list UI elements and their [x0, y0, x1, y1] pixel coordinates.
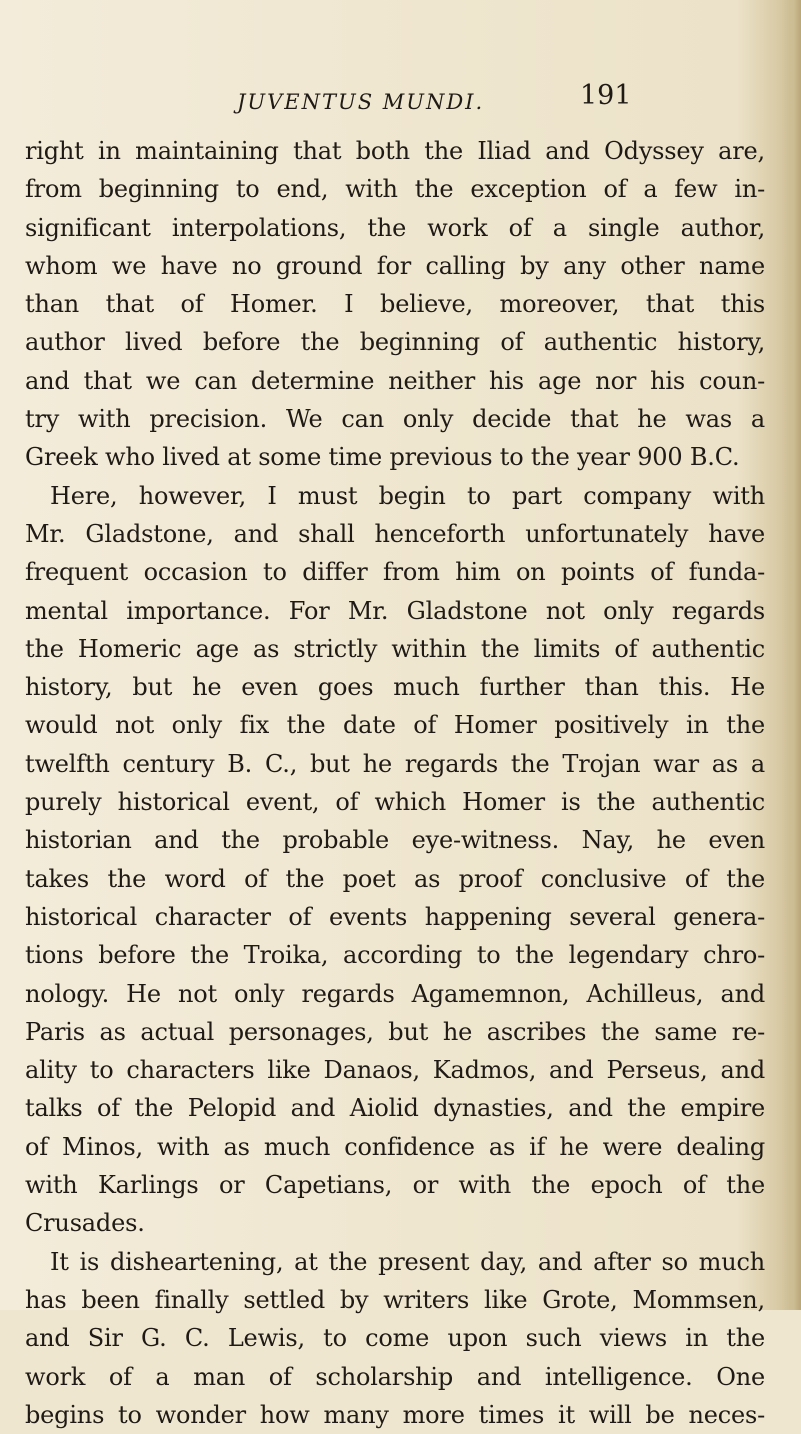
text-line: Here, however, I must begin to part company with: [50, 481, 765, 510]
text-line: significant interpolations, the work of a single author,: [25, 213, 765, 242]
text-line: try with precision. We can only decide that he was a: [25, 405, 765, 434]
text-line: ality to characters like Danaos, Kadmos, and Perseus, and: [25, 1056, 765, 1085]
text-line: talks of the Pelopid and Aiolid dynasties, and the empire: [25, 1094, 765, 1123]
text-line: work of a man of scholarship and intelligence. One: [25, 1362, 765, 1391]
text-line: right in maintaining that both the Iliad and Odyssey are,: [25, 137, 765, 165]
text-line: It is disheartening, at the present day, and after so much: [50, 1247, 765, 1276]
text-line: has been finally settled by writers like Grote, Mommsen,: [25, 1285, 765, 1314]
text-line: purely historical event, of which Homer is the authentic: [25, 788, 765, 817]
text-line: begins to wonder how many more times it will be neces-: [25, 1400, 765, 1429]
text-line: Crusades.: [25, 1209, 145, 1238]
text-line: from beginning to end, with the exception of a few in-: [25, 175, 765, 204]
text-line: mental importance. For Mr. Gladstone not only regards: [25, 596, 765, 625]
text-line: of Minos, with as much confidence as if he were dealing: [25, 1132, 765, 1161]
text-line: than that of Homer. I believe, moreover, that this: [25, 290, 765, 319]
text-line: tions before the Troika, according to the legendary chro-: [25, 941, 765, 970]
text-line: whom we have no ground for calling by any other name: [25, 251, 765, 280]
text-line: historian and the probable eye-witness. Nay, he even: [25, 826, 765, 855]
text-line: and Sir G. C. Lewis, to come upon such views in the: [25, 1324, 765, 1353]
text-line: Paris as actual personages, but he ascribes the same re-: [25, 1017, 765, 1046]
body-text: [25, 132, 765, 1434]
text-line: with Karlings or Capetians, or with the epoch of the: [25, 1171, 765, 1200]
text-line: author lived before the beginning of authentic history,: [25, 328, 765, 357]
text-line: history, but he even goes much further than this. He: [25, 673, 765, 702]
running-title: JUVENTUS MUNDI.: [237, 90, 485, 114]
text-line: nology. He not only regards Agamemnon, Achilleus, and: [25, 979, 765, 1008]
page-header: [0, 80, 801, 120]
text-line: takes the word of the poet as proof conclusive of the: [25, 864, 765, 893]
text-line: the Homeric age as strictly within the limits of authentic: [25, 634, 765, 663]
text-line: frequent occasion to differ from him on points of funda-: [25, 558, 765, 587]
page-edge-shadow: [783, 0, 801, 1310]
text-line: Greek who lived at some time previous to the year 900 B.C.: [25, 443, 740, 472]
text-line: and that we can determine neither his age nor his coun-: [25, 366, 765, 395]
page-number: 191: [580, 80, 632, 111]
text-line: historical character of events happening several genera-: [25, 902, 765, 931]
text-line: Mr. Gladstone, and shall henceforth unfortunately have: [25, 519, 765, 548]
text-line: twelfth century B. C., but he regards the Trojan war as a: [25, 749, 765, 778]
text-line: would not only fix the date of Homer positively in the: [25, 711, 765, 740]
